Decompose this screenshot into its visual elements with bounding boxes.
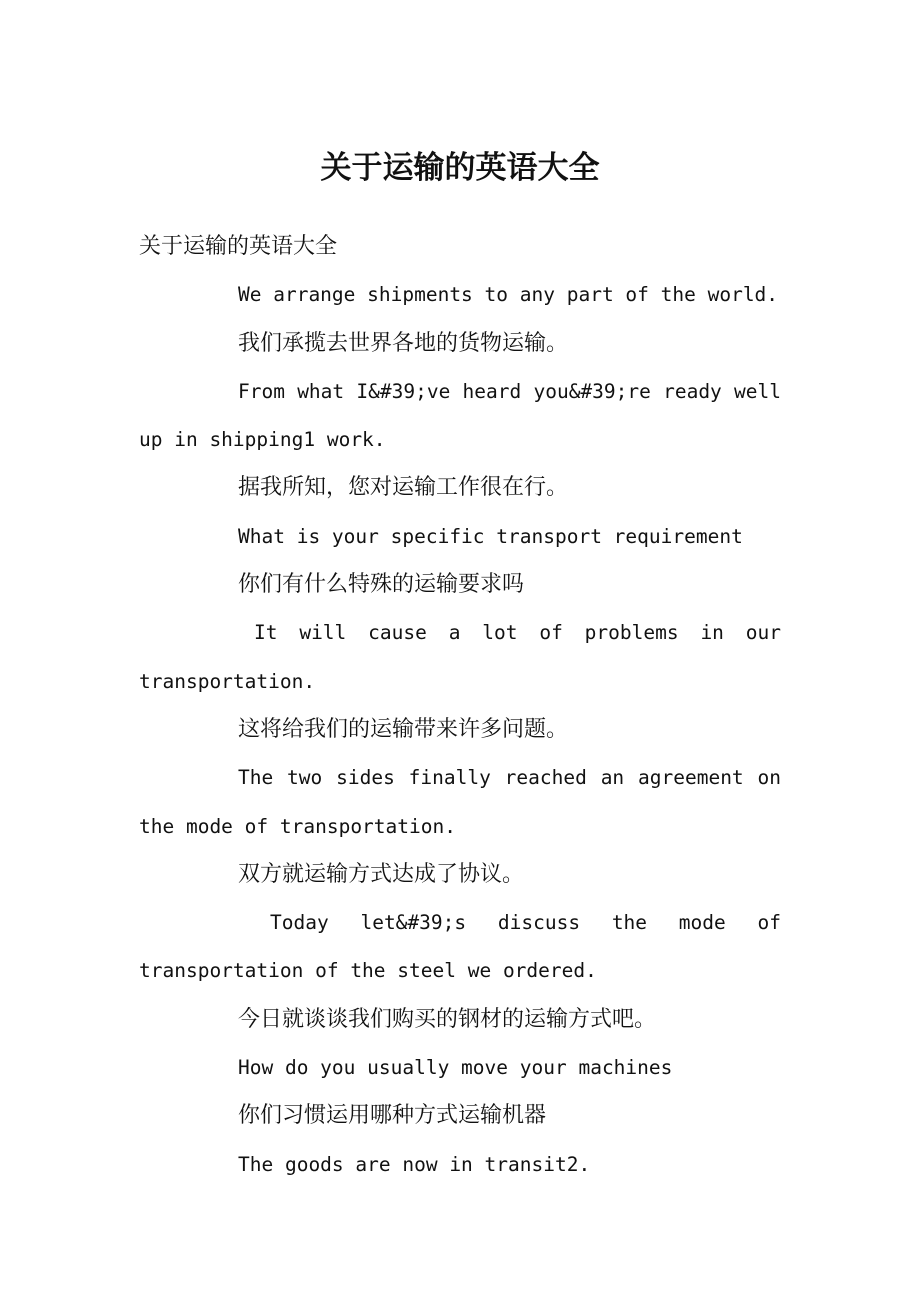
chinese-translation: 今日就谈谈我们购买的钢材的运输方式吧。 [238,1006,657,1032]
chinese-translation: 你们习惯运用哪种方式运输机器 [238,1103,547,1129]
english-sentence-continued: transportation. [139,669,316,693]
english-sentence-continued: up in shipping1 work. [139,428,386,452]
chinese-translation: 双方就运输方式达成了协议。 [238,861,525,887]
english-sentence: Today let&#39;s discuss the mode of [270,911,781,935]
english-sentence: It will cause a lot of problems in our [254,621,781,645]
chinese-translation: 你们有什么特殊的运输要求吗 [238,572,525,598]
english-sentence-continued: transportation of the steel we ordered. [139,959,597,983]
chinese-translation: 据我所知，您对运输工作很在行。 [238,475,569,501]
english-sentence-continued: the mode of transportation. [139,814,456,838]
chinese-translation: 我们承揽去世界各地的货物运输。 [238,330,569,356]
english-sentence: The two sides finally reached an agreement on [238,766,781,790]
chinese-translation: 这将给我们的运输带来许多问题。 [238,716,569,742]
document-body [139,223,781,1189]
english-sentence: The goods are now in transit2. [238,1152,591,1176]
document-title: 关于运输的英语大全 [320,150,600,186]
english-sentence: How do you usually move your machines [238,1056,673,1080]
english-sentence: From what I&#39;ve heard you&#39;re ready well [238,379,781,403]
intro-heading: 关于运输的英语大全 [139,234,338,259]
english-sentence: What is your specific transport requirement [238,524,743,548]
english-sentence: We arrange shipments to any part of the world. [238,283,779,307]
